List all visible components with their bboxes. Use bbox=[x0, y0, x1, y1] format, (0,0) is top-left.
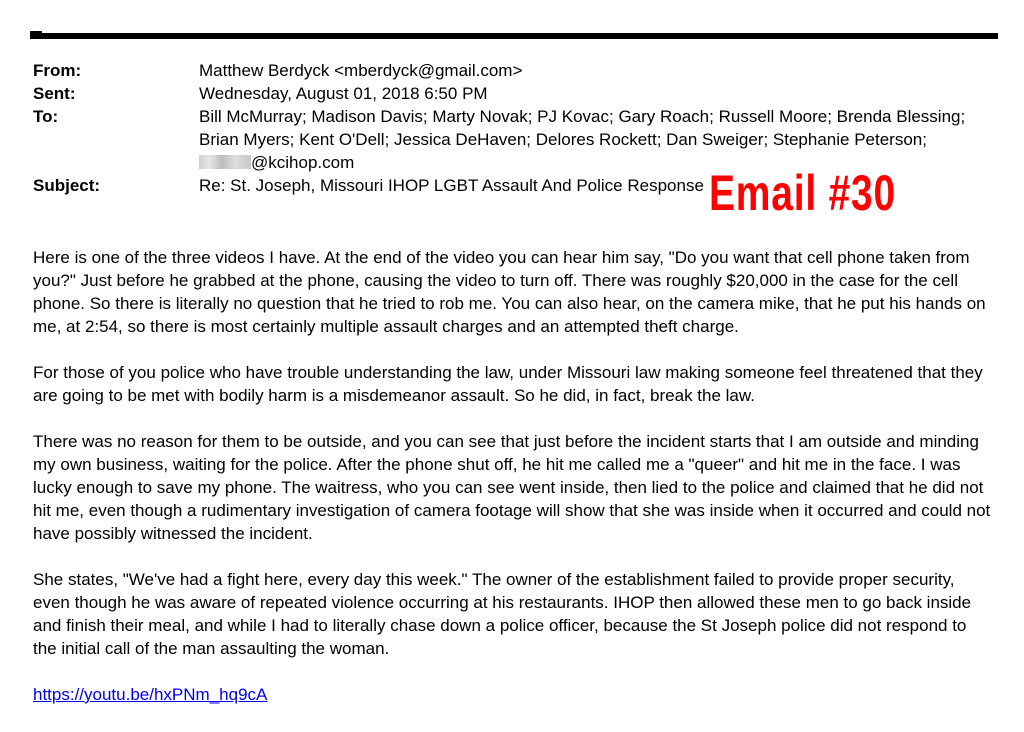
email-body bbox=[33, 246, 993, 729]
subject-label: Subject: bbox=[33, 176, 101, 195]
body-paragraph: For those of you police who have trouble understanding the law, under Missouri law making someone feel threatened that they are going to be met with bodily harm is a misdemeanor assault. So he did, in fact, break the law. bbox=[33, 363, 983, 405]
to-label: To: bbox=[33, 107, 59, 126]
from-value: Matthew Berdyck <mberdyck@gmail.com> bbox=[199, 61, 523, 80]
youtube-link[interactable]: https://youtu.be/hxPNm_hq9cA bbox=[33, 685, 268, 704]
video-link-paragraph bbox=[33, 683, 993, 706]
redacted-email-domain: @kcihop.com bbox=[251, 153, 355, 172]
body-paragraph: Here is one of the three videos I have. At the end of the video you can hear him say, "Do you want that cell phone taken from you?" Just before he grabbed at the phone, causing the video to turn off. There was roughly $20,000 in the case for the cell phone. So there is literally no question that he tried to rob me. You can also hear, on the camera mike, that he put his hands on me, at 2:54, so there is most certainly multiple assault charges and an attempted theft charge. bbox=[33, 248, 986, 336]
body-paragraph: There was no reason for them to be outside, and you can see that just before the incident starts that I am outside and minding my own business, waiting for the police. After the phone shut off, he hit me called me a "queer" and hit me in the face. I was lucky enough to save my phone. The waitress, who you can see went inside, then lied to the police and claimed that he did not hit me, even though a rudimentary investigation of camera footage will show that she was inside when it occurred and could not have possibly witnessed the incident. bbox=[33, 432, 991, 543]
header-divider bbox=[30, 33, 998, 39]
from-label: From: bbox=[33, 61, 82, 80]
sent-value: Wednesday, August 01, 2018 6:50 PM bbox=[199, 84, 488, 103]
to-recipients-line-1: Bill McMurray; Madison Davis; Marty Novak; PJ Kovac; Gary Roach; Russell Moore; Brenda Blessing; bbox=[199, 107, 966, 126]
to-recipients-line-2: Brian Myers; Kent O'Dell; Jessica DeHaven; Delores Rockett; Dan Sweiger; Stephanie Peterson; bbox=[199, 130, 927, 149]
redacted-blur bbox=[199, 155, 251, 169]
body-paragraph: She states, "We've had a fight here, every day this week." The owner of the establishment failed to provide proper security, even though he was aware of repeated violence occurring at his restaurants. IHOP then allowed these men to go back inside and finish their meal, and while I had to literally chase down a police officer, because the St Joseph police did not respond to the initial call of the man assaulting the woman. bbox=[33, 570, 972, 658]
from-row bbox=[33, 59, 993, 82]
subject-value: Re: St. Joseph, Missouri IHOP LGBT Assault And Police Response bbox=[199, 176, 704, 195]
sent-row bbox=[33, 82, 993, 105]
sent-label: Sent: bbox=[33, 84, 76, 103]
email-number-stamp: Email #30 bbox=[709, 165, 896, 221]
